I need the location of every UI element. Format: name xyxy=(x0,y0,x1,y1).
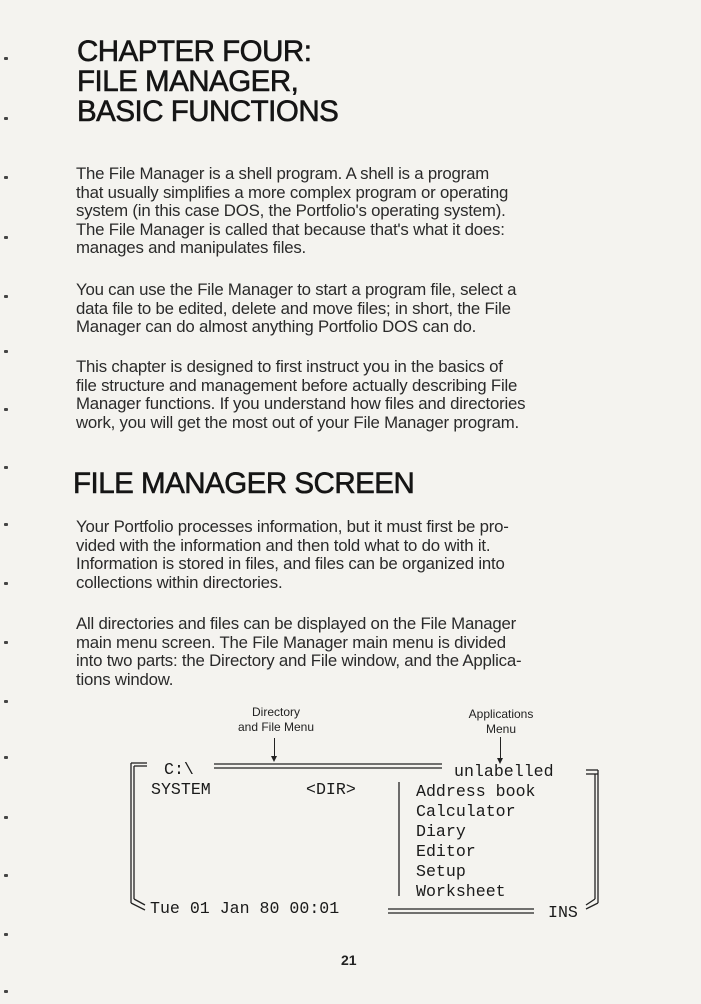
callout-line: Menu xyxy=(485,722,517,736)
text-line: All directories and files can be displayed on the File Manager xyxy=(76,614,517,633)
application-item: Worksheet xyxy=(416,882,506,901)
chapter-title-line: FILE MANAGER, xyxy=(77,65,299,98)
text-line: collections within directories. xyxy=(76,572,283,592)
chapter-title-line: CHAPTER FOUR: xyxy=(77,35,312,68)
text-line: Manager can do almost anything Portfolio DOS can do. xyxy=(76,317,477,337)
application-item: Editor xyxy=(416,842,476,861)
application-item: Calculator xyxy=(416,802,516,821)
drive-path: C:\ xyxy=(164,760,194,779)
section-paragraph xyxy=(76,615,636,689)
text-line: work, you will get the most out of your File Manager program. xyxy=(76,412,519,432)
text-line: This chapter is designed to first instruct you in the basics of xyxy=(76,357,503,376)
chapter-title-line: BASIC FUNCTIONS xyxy=(77,95,339,128)
section-paragraph xyxy=(76,518,636,592)
binding-mark xyxy=(4,874,8,877)
text-line: main menu screen. The File Manager main menu is divided xyxy=(76,632,506,652)
binding-mark xyxy=(4,466,8,469)
text-line: file structure and management before actually describing File xyxy=(76,375,518,395)
text-line: The File Manager is a shell program. A shell is a program xyxy=(76,164,489,183)
callout-arrow xyxy=(500,737,501,759)
application-item: Address book xyxy=(416,782,536,801)
binding-mark xyxy=(4,933,8,936)
binding-mark xyxy=(4,236,8,239)
callout-line: Directory xyxy=(251,705,300,719)
volume-label: unlabelled xyxy=(454,762,554,781)
intro-paragraph xyxy=(76,358,636,432)
binding-mark xyxy=(4,582,8,585)
text-line: Information is stored in files, and files can be organized into xyxy=(76,554,505,574)
callout-line: and File Menu xyxy=(237,720,315,734)
file-entry-name: SYSTEM xyxy=(151,780,211,799)
text-line: vided with the information and then told what to do with it. xyxy=(76,535,491,555)
binding-mark xyxy=(4,641,8,644)
callout-applications-menu xyxy=(450,707,552,737)
callout-line: Applications xyxy=(468,707,534,721)
binding-mark xyxy=(4,295,8,298)
page-number: 21 xyxy=(341,952,357,968)
text-line: manages and manipulates files. xyxy=(76,238,307,258)
text-line: tions window. xyxy=(76,669,174,689)
file-entry-type: <DIR> xyxy=(306,780,356,799)
text-line: system (in this case DOS, the Portfolio's operating system). xyxy=(76,201,506,221)
insert-mode-indicator: INS xyxy=(548,903,578,922)
text-line: The File Manager is called that because that's what it does: xyxy=(76,219,505,239)
status-date-time: Tue 01 Jan 80 00:01 xyxy=(150,899,340,918)
text-line: that usually simplifies a more complex program or operating xyxy=(76,182,509,202)
binding-mark xyxy=(4,350,8,353)
text-line: into two parts: the Directory and File window, and the Applica- xyxy=(76,651,522,671)
application-item: Setup xyxy=(416,862,466,881)
text-line: You can use the File Manager to start a program file, select a xyxy=(76,280,517,299)
callout-arrow xyxy=(274,738,275,757)
application-item: Diary xyxy=(416,822,466,841)
text-line: data file to be edited, delete and move files; in short, the File xyxy=(76,298,511,318)
callout-directory-menu xyxy=(226,705,326,735)
binding-mark xyxy=(4,523,8,526)
text-line: Your Portfolio processes information, but it must first be pro- xyxy=(76,517,509,536)
arrow-head-icon xyxy=(271,756,277,762)
text-line: Manager functions. If you understand how files and directories xyxy=(76,394,526,414)
binding-mark xyxy=(4,816,8,819)
binding-mark xyxy=(4,756,8,759)
binding-mark xyxy=(4,176,8,179)
intro-paragraph xyxy=(76,165,636,258)
section-title: FILE MANAGER SCREEN xyxy=(73,467,415,500)
binding-mark xyxy=(4,990,8,993)
binding-mark xyxy=(4,700,8,703)
binding-mark xyxy=(4,57,8,60)
binding-mark xyxy=(4,117,8,120)
binding-mark xyxy=(4,408,8,411)
intro-paragraph xyxy=(76,281,636,337)
chapter-title xyxy=(77,37,338,127)
